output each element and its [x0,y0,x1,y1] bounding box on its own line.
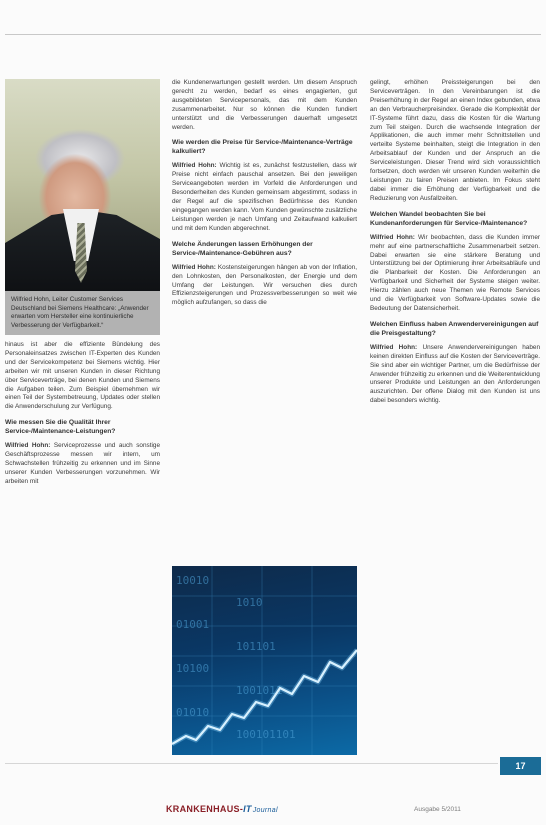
paragraph: die Kundenerwartungen gestellt werden. Um diesem Anspruch gerecht zu werden, bedarf es eines engagierten, gut ausgebildeten Servicepersonals, das mit dem Kunden zusammenarbeitet. Nur so können die Kunden fundiert unterstützt und die Verbesserungen dauerhaft umgesetzt werden. [172,79,357,131]
photo-caption: Wilfried Hohn, Leiter Customer Services Deutschland bei Siemens Healthcare: „Anwender erwarten vom Hersteller eine kontinuierliche Verbesserung der Verfügbarkeit.“ [5,291,160,335]
speaker-label: Wilfried Hohn: [172,162,217,170]
binary-digit-row: 1010 [236,596,263,609]
question-heading: Wie werden die Preise für Service-/Maintenance-Verträge kalkuliert? [172,139,353,156]
paragraph [370,234,540,314]
logo-word-journal: Journal [252,807,278,814]
answer-text: Unsere Anwendervereinigungen haben keinen direkten Einfluss auf die Kosten der Serviceverträge. Sie sind aber ein wichtiger Partner, um die Bedürfnisse der Anwender frühzeitig zu erkennen und die Weiterentwicklung unserer Produkte und Leistungen an den Anforderungen auszurichten. Der offene Dialog mit den Kunden ist uns dabei besonders wichtig. [370,343,540,405]
column-middle [172,79,357,559]
portrait-photo [5,79,160,291]
speaker-label: Wilfried Hohn: [370,343,418,351]
top-rule [5,34,541,35]
binary-chart-image [172,566,357,755]
binary-digit-row: 100101101 [236,728,296,741]
column-left [5,79,160,755]
answer-text: Serviceprozesse und auch sonstige Geschäftsprozesse messen wir intern, um Schwachstellen frühzeitig zu erkennen und im Sinne unserer Kunden Verbesserungen vorzunehmen. Wir arbeiten mit [5,442,160,485]
logo-word-it: IT [243,804,252,814]
binary-digit-row: 01001 [176,618,210,631]
paragraph: gelingt, erhöhen Preissteigerungen bei den Serviceverträgen. In den Vereinbarungen ist die Preiserhöhung in der Regel an einen Index gebunden, etwa an den Verbraucherpreisindex. Gerade die Komplexität der IT-Systeme führt dazu, dass die Kosten für die Wartung zum Teil steigen. Durch die wachsende Integration der Applikationen, die auch immer mehr Schnittstellen und verteilte Systeme beinhalten, steigt die Integration in den Arbeitsablauf der Kunden und der Anspruch an die Serviceleistungen. Dieser Trend wird sich voraussichtlich fortsetzen, doch werden wir unseren Kunden weiterhin die Leistungen zu fairen Preisen anbieten. Im Fokus steht dabei immer die Erhöhung der Verfügbarkeit und die Reduzierung von Ausfallzeiten. [370,79,540,202]
question-heading: Welche Änderungen lassen Erhöhungen der Service-/Maintenance-Gebühren aus? [172,240,313,257]
issue-label: Ausgabe 5/2011 [414,806,461,813]
paragraph: hinaus ist aber die effiziente Bündelung des Personaleinsatzes zwischen IT-Experten des Kunden und der Servicekompetenz bei Siemens wichtig. Hier arbeiten wir mit unseren Kunden in dieser Richtung über Serviceverträge, bei denen Kunden und Siemens die Aufgaben teilen. Zum Beispiel übernehmen wir einen Teil der Systembetreuung, Updates oder stellen die Anwenderschulung zur Verfügung. [5,341,160,411]
paragraph [370,344,540,406]
binary-digit-row: 10010 [176,574,210,587]
journal-logo: KRANKENHAUS-ITJournal [166,804,278,814]
answer-text: Wichtig ist es, zunächst festzustellen, dass wir Preise nicht einfach pauschal ansetzen. Bei den jeweiligen Serviceangeboten werden im Vorfeld die Anforderungen und Besonderheiten des Kunden gemeinsam abgestimmt, sodass in der Regel auf die spezifischen Bedürfnisse des Kunden eingegangen werden kann. Vom Kunden gewünschte zusätzliche Leistungen werden je nach Umfang und Zeitaufwand kalkuliert und mit dem Kunden abgerechnet. [172,162,357,232]
binary-digit-row: 01010 [176,706,210,719]
footer-rule [5,763,498,764]
speaker-label: Wilfried Hohn: [5,442,51,450]
page-number: 17 [500,757,541,775]
speaker-label: Wilfried Hohn: [370,233,415,241]
question-heading: Welchen Wandel beobachten Sie bei Kundenanforderungen für Service-/Maintenance? [370,210,528,227]
column-right [370,79,540,755]
question-heading: Welchen Einfluss haben Anwendervereinigungen auf die Preisgestaltung? [370,320,539,337]
answer-text: Kostensteigerungen hängen ab von der Inflation, den Lohnkosten, den Personalkosten, der Energie und dem Umfang der Leistungen. Wir versuchen dies durch Effizienzsteigerungen und Prozessverbesserungen so weit wie möglich aufzufangen, so dass die [172,263,357,307]
logo-word-krankenhaus: KRANKENHAUS [166,804,240,814]
chart-graphic [172,566,357,755]
speaker-label: Wilfried Hohn: [172,263,216,271]
binary-digit-row: 101101 [236,640,276,653]
binary-digit-row: 1001011 [236,684,283,697]
answer-text: Wir beobachten, dass die Kunden immer mehr auf eine partnerschaftliche Zusammenarbeit setzen. Dabei erwarten sie eine stärkere Beratung und Unterstützung bei der Optimierung ihrer Arbeitsabläufe und die Planbarkeit der Kosten. Die Anforderungen an Verfügbarkeit und Sicherheit der Systeme steigen weiter. Hierzu zählen auch neue Themen wie Remote Services und die Verfügbarkeit von Software-Updates sowie die Bedeutung der Datensicherheit. [370,233,540,312]
paragraph [172,264,357,309]
binary-digit-row: 10100 [176,662,210,675]
paragraph [5,442,160,487]
paragraph [172,162,357,233]
question-heading: Wie messen Sie die Qualität Ihrer Service-/Maintenance-Leistungen? [5,419,116,436]
